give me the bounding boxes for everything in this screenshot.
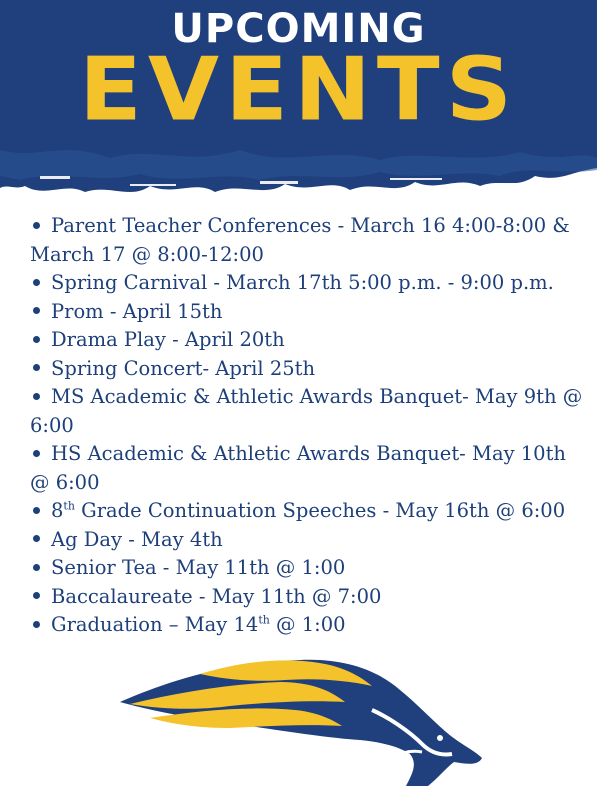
event-text-prefix: Graduation – May 14 bbox=[51, 613, 259, 636]
event-text: Senior Tea - May 11th @ 1:00 bbox=[51, 556, 346, 579]
event-text: MS Academic & Athletic Awards Banquet- May 9th @ 6:00 bbox=[30, 385, 583, 437]
bullet-icon bbox=[33, 592, 40, 599]
event-list-item bbox=[30, 269, 590, 298]
event-list-item bbox=[30, 212, 590, 269]
event-text: HS Academic & Athletic Awards Banquet- May 10th @ 6:00 bbox=[30, 442, 566, 494]
bullet-icon bbox=[33, 535, 40, 542]
event-text: Spring Carnival - March 17th 5:00 p.m. - 9:00 p.m. bbox=[51, 271, 554, 294]
event-text-suffix: @ 1:00 bbox=[269, 613, 346, 636]
event-text: Drama Play - April 20th bbox=[51, 328, 285, 351]
event-list-item bbox=[30, 383, 590, 440]
ordinal-superscript: th bbox=[63, 499, 75, 513]
event-list-item bbox=[30, 526, 590, 555]
event-list-item bbox=[30, 326, 590, 355]
event-list-item bbox=[30, 298, 590, 327]
bullet-icon bbox=[33, 621, 40, 628]
ordinal-superscript: th bbox=[258, 613, 270, 627]
event-list-item bbox=[30, 583, 590, 612]
event-list-item bbox=[30, 611, 590, 640]
event-list-item bbox=[30, 355, 590, 384]
event-list-item bbox=[30, 440, 590, 497]
bullet-icon bbox=[33, 393, 40, 400]
bullet-icon bbox=[33, 307, 40, 314]
header-banner bbox=[0, 0, 597, 210]
banner-title-upcoming: UPCOMING bbox=[171, 6, 426, 52]
event-text: Baccalaureate - May 11th @ 7:00 bbox=[51, 584, 382, 608]
mustang-logo-icon bbox=[110, 640, 490, 790]
bullet-icon bbox=[33, 279, 40, 286]
event-text-prefix: 8 bbox=[51, 499, 64, 522]
event-list-item bbox=[30, 497, 590, 526]
bullet-icon bbox=[33, 222, 40, 229]
bullet-icon bbox=[33, 507, 40, 514]
event-text: Prom - April 15th bbox=[51, 299, 223, 323]
banner-title-events: EVENTS bbox=[79, 38, 518, 141]
event-list-item bbox=[30, 554, 590, 583]
bullet-icon bbox=[33, 450, 40, 457]
event-text: Ag Day - May 4th bbox=[51, 527, 223, 551]
event-text: Spring Concert- April 25th bbox=[51, 356, 316, 380]
events-list bbox=[30, 212, 590, 640]
bullet-icon bbox=[33, 336, 40, 343]
bullet-icon bbox=[33, 564, 40, 571]
bullet-icon bbox=[33, 364, 40, 371]
event-text: Parent Teacher Conferences - March 16 4:00-8:00 & March 17 @ 8:00-12:00 bbox=[30, 214, 570, 266]
event-text-suffix: Grade Continuation Speeches - May 16th @ 6:00 bbox=[74, 499, 566, 522]
